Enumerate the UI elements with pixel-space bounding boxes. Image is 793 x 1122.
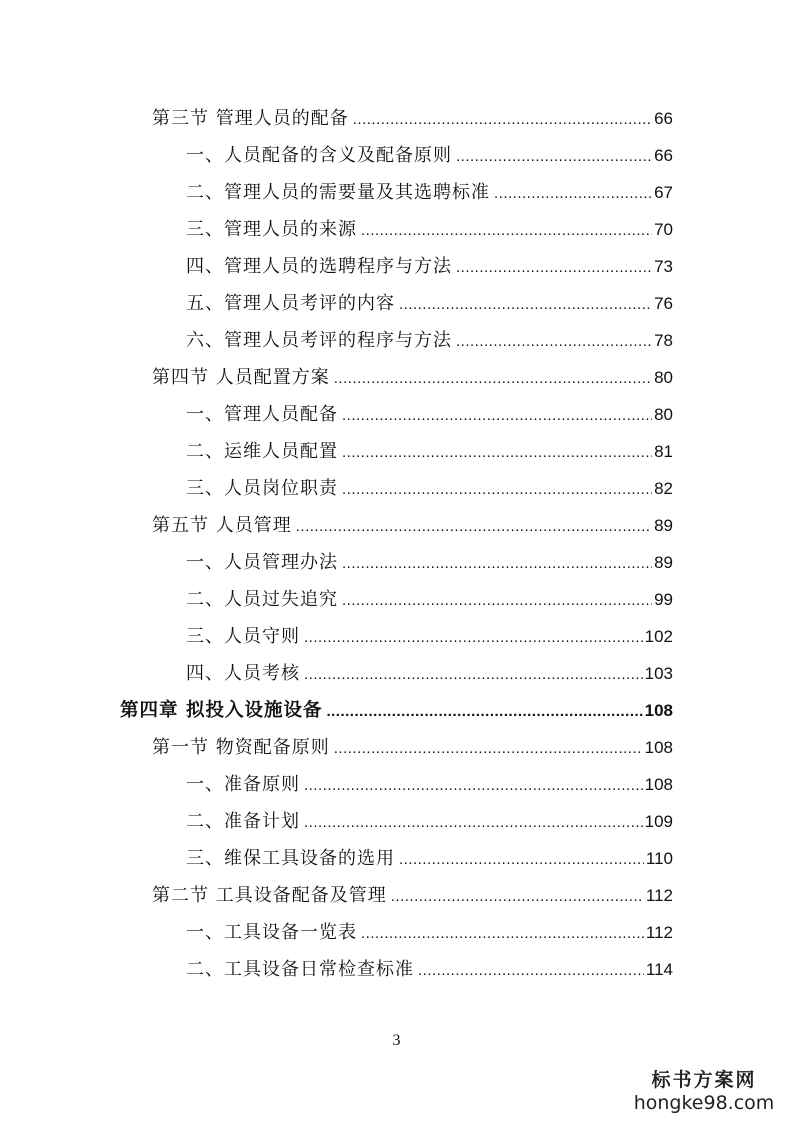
toc-entry[interactable]	[186, 433, 673, 470]
toc-entry-page: 78	[654, 331, 673, 350]
toc-entry[interactable]	[152, 100, 673, 137]
toc-entry-title: 二、准备计划	[186, 811, 300, 832]
toc-leader-dots	[353, 101, 652, 138]
toc-entry-title: 三、人员守则	[186, 626, 300, 647]
toc-leader-dots	[391, 878, 644, 915]
toc-leader-dots	[304, 767, 643, 804]
toc-entry-page: 108	[644, 775, 673, 794]
toc-entry-page: 99	[654, 590, 673, 609]
toc-entry-title: 二、人员过失追究	[186, 589, 338, 610]
toc-leader-dots	[456, 323, 652, 360]
toc-entry-title: 一、管理人员配备	[186, 404, 338, 425]
toc-entry[interactable]	[186, 322, 673, 359]
toc-entry-title: 三、人员岗位职责	[186, 478, 338, 499]
toc-entry-page: 70	[654, 220, 673, 239]
toc-entry[interactable]	[186, 618, 673, 655]
toc-entry-title: 第三节 管理人员的配备	[152, 108, 349, 129]
toc-entry[interactable]	[186, 396, 673, 433]
toc-entry-page: 80	[654, 368, 673, 387]
toc-entry[interactable]	[186, 137, 673, 174]
toc-leader-dots	[342, 434, 652, 471]
toc-entry[interactable]	[186, 914, 673, 951]
toc-entry[interactable]	[186, 803, 673, 840]
toc-entry[interactable]	[186, 655, 673, 692]
toc-entry-title: 二、工具设备日常检查标准	[186, 959, 414, 980]
toc-entry-title: 二、管理人员的需要量及其选聘标准	[186, 182, 490, 203]
toc-entry-page: 108	[644, 738, 673, 757]
toc-entry-title: 四、人员考核	[186, 663, 300, 684]
toc-leader-dots	[342, 582, 652, 619]
toc-entry-title: 三、管理人员的来源	[186, 219, 357, 240]
toc-leader-dots	[456, 249, 652, 286]
toc-leader-dots	[418, 952, 644, 989]
toc-leader-dots	[399, 286, 652, 323]
toc-entry-page: 112	[645, 886, 673, 905]
toc-leader-dots	[361, 212, 652, 249]
toc-entry-title: 四、管理人员的选聘程序与方法	[186, 256, 452, 277]
toc-entry-page: 67	[654, 183, 673, 202]
page-number: 3	[392, 1032, 401, 1049]
toc-entry-page: 114	[645, 960, 673, 979]
toc-entry[interactable]	[186, 581, 673, 618]
toc-entry-page: 76	[654, 294, 673, 313]
toc-entry-page: 81	[654, 442, 673, 461]
toc-entry-page: 89	[654, 516, 673, 535]
toc-entry-title: 第四节 人员配置方案	[152, 367, 330, 388]
toc-entry-page: 103	[644, 664, 673, 683]
toc-entry[interactable]	[186, 840, 673, 877]
toc-entry-page: 108	[644, 701, 673, 720]
toc-entry[interactable]	[186, 285, 673, 322]
toc-chapter-entry[interactable]	[120, 692, 673, 729]
toc-entry[interactable]	[152, 507, 673, 544]
toc-entry-title: 一、人员配备的含义及配备原则	[186, 145, 452, 166]
toc-entry-page: 110	[645, 849, 673, 868]
toc-entry[interactable]	[186, 470, 673, 507]
watermark-url: hongke98.com	[633, 1092, 775, 1114]
toc-leader-dots	[334, 730, 643, 767]
toc-entry-page: 80	[654, 405, 673, 424]
toc-entry-title: 五、管理人员考评的内容	[186, 293, 395, 314]
toc-entry-page: 89	[654, 553, 673, 572]
toc-entry-title: 六、管理人员考评的程序与方法	[186, 330, 452, 351]
toc-entry-title: 第一节 物资配备原则	[152, 737, 330, 758]
toc-leader-dots	[304, 804, 643, 841]
toc-leader-dots	[342, 397, 652, 434]
toc-leader-dots	[399, 841, 644, 878]
toc-entry[interactable]	[186, 766, 673, 803]
toc-leader-dots	[296, 508, 652, 545]
toc-leader-dots	[494, 175, 652, 212]
toc-entry[interactable]	[186, 951, 673, 988]
toc-leader-dots	[304, 656, 643, 693]
toc-entry[interactable]	[186, 544, 673, 581]
toc-leader-dots	[334, 360, 652, 397]
toc-entry-title: 一、人员管理办法	[186, 552, 338, 573]
toc-entry-page: 112	[645, 923, 673, 942]
toc-entry-page: 73	[654, 257, 673, 276]
toc-leader-dots	[326, 693, 642, 730]
toc-entry-title: 二、运维人员配置	[186, 441, 338, 462]
toc-leader-dots	[304, 619, 643, 656]
toc-entry-page: 66	[654, 146, 673, 165]
toc-leader-dots	[342, 471, 652, 508]
toc-entry[interactable]	[186, 174, 673, 211]
toc-entry-title: 第五节 人员管理	[152, 515, 292, 536]
toc-entry-title: 第二节 工具设备配备及管理	[152, 885, 387, 906]
toc-entry-page: 66	[654, 109, 673, 128]
toc-leader-dots	[456, 138, 652, 175]
toc-entry-title: 三、维保工具设备的选用	[186, 848, 395, 869]
toc-entry-page: 102	[644, 627, 673, 646]
toc-entry[interactable]	[186, 211, 673, 248]
toc-entry-page: 109	[644, 812, 673, 831]
toc-leader-dots	[342, 545, 652, 582]
toc-entry[interactable]	[152, 729, 673, 766]
watermark-name: 标书方案网	[651, 1069, 757, 1091]
toc-leader-dots	[361, 915, 644, 952]
watermark	[629, 1068, 779, 1114]
toc-entry-title: 第四章 拟投入设施设备	[120, 700, 323, 721]
toc-entry[interactable]	[152, 877, 673, 914]
toc-entry[interactable]	[186, 248, 673, 285]
toc-entry-title: 一、工具设备一览表	[186, 922, 357, 943]
toc-entry-page: 82	[654, 479, 673, 498]
toc-entry-title: 一、准备原则	[186, 774, 300, 795]
toc-entry[interactable]	[152, 359, 673, 396]
